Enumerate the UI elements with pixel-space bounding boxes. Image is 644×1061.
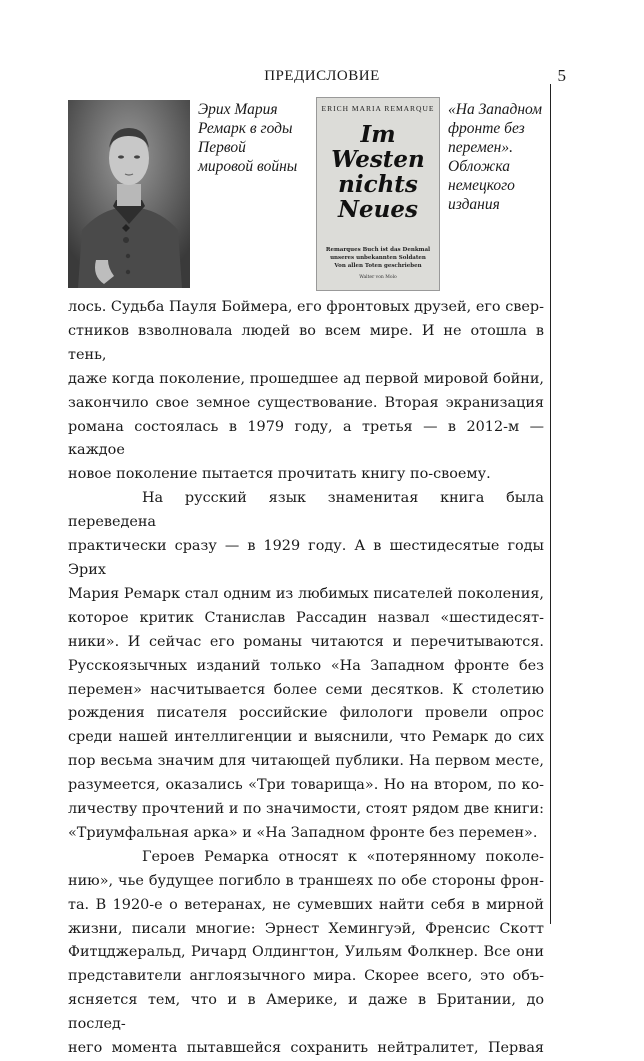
cover-subtitle-line: Von allen Toten geschrieben bbox=[334, 263, 422, 269]
text-line: Героев Ремарка относят к «потерянному поколе- bbox=[142, 848, 544, 865]
cover-title bbox=[317, 122, 439, 222]
text-line: Фитцджеральд, Ричард Олдингтон, Уильям Фолкнер. Все они bbox=[68, 944, 544, 961]
cover-subtitle-line: Remarques Buch ist das Denkmal bbox=[325, 247, 431, 253]
page-number: 5 bbox=[557, 66, 566, 85]
cover-caption: «На Западном фронте без перемен». Обложка немецкого издания bbox=[448, 101, 543, 213]
text-line: практически сразу — в 1929 году. А в шестидесятые годы Эрих bbox=[68, 538, 544, 578]
text-line: романа состоялась в 1979 году, а третья — в 2012-м — каждое bbox=[68, 418, 544, 459]
cover-title-line: Westen bbox=[331, 146, 425, 173]
cover-title-line: Im bbox=[360, 121, 396, 148]
photo-caption: Эрих Мария Ремарк в годы Первой мировой войны bbox=[198, 101, 298, 175]
text-line: ники». И сейчас его романы читаются и перечитываются. bbox=[68, 633, 544, 650]
text-line: личеству прочтений и по значимости, стоят рядом две книги: bbox=[68, 801, 544, 818]
text-line: жизни, писали многие: Эрнест Хемингуэй, Френсис Скотт bbox=[68, 920, 544, 937]
text-line: которое критик Станислав Рассадин назвал «шестидесят- bbox=[68, 609, 544, 626]
book-cover bbox=[316, 97, 440, 291]
text-line: него момента пытавшейся сохранить нейтралитет, Первая bbox=[68, 1040, 544, 1057]
text-line: «Триумфальная арка» и «На Западном фронте без перемен». bbox=[68, 824, 538, 841]
text-line: даже когда поколение, прошедшее ад первой мировой бойни, bbox=[68, 370, 544, 387]
text-line: лось. Судьба Пауля Боймера, его фронтовых друзей, его свер- bbox=[68, 299, 544, 315]
cover-title-line: Neues bbox=[338, 196, 418, 223]
text-line: разумеется, оказались «Три товарища». Но на втором, по ко- bbox=[68, 777, 544, 794]
text-line: На русский язык знаменитая книга была переведена bbox=[68, 490, 544, 531]
cover-title-line: nichts bbox=[338, 171, 418, 198]
margin-rule bbox=[550, 84, 551, 924]
header-title: ПРЕДИСЛОВИЕ bbox=[264, 68, 380, 84]
cover-subtitle-line: unseres unbekannten Soldaten bbox=[330, 255, 426, 261]
body-text bbox=[68, 296, 544, 1061]
cover-author: ERICH MARIA REMARQUE bbox=[321, 104, 435, 113]
text-line: пор весьма значим для читающей публики. На первом месте, bbox=[68, 753, 544, 770]
soldier-portrait-image bbox=[68, 100, 190, 288]
text-line: та. В 1920-е о ветеранах, не сумевших найти себя в мирной bbox=[68, 896, 544, 913]
text-line: ясняется тем, что и в Америке, и даже в Британии, до послед- bbox=[68, 992, 544, 1033]
text-line: новое поколение пытается прочитать книгу по-своему. bbox=[68, 466, 491, 483]
cover-subtitle bbox=[321, 246, 435, 270]
text-line: перемен» насчитывается более семи десятков. К столетию bbox=[68, 681, 544, 698]
text-line: рождения писателя российские филологи провели опрос bbox=[68, 705, 544, 722]
text-line: нию», чье будущее погибло в траншеях по обе стороны фрон- bbox=[68, 872, 544, 889]
remarque-photo bbox=[68, 100, 190, 288]
text-line: Русскоязычных изданий только «На Западном фронте без bbox=[68, 657, 544, 674]
cover-footer: Walter von Molo bbox=[359, 275, 397, 280]
text-line: закончило свое земное существование. Вторая экранизация bbox=[68, 394, 544, 411]
text-line: Мария Ремарк стал одним из любимых писателей поколения, bbox=[68, 585, 544, 602]
text-line: среди нашей интеллигенции и выяснили, что Ремарк до сих bbox=[68, 729, 544, 746]
text-line: стников взволновала людей во всем мире. И не отошла в тень, bbox=[68, 322, 544, 363]
text-line: представители англоязычного мира. Скорее всего, это объ- bbox=[68, 968, 544, 985]
